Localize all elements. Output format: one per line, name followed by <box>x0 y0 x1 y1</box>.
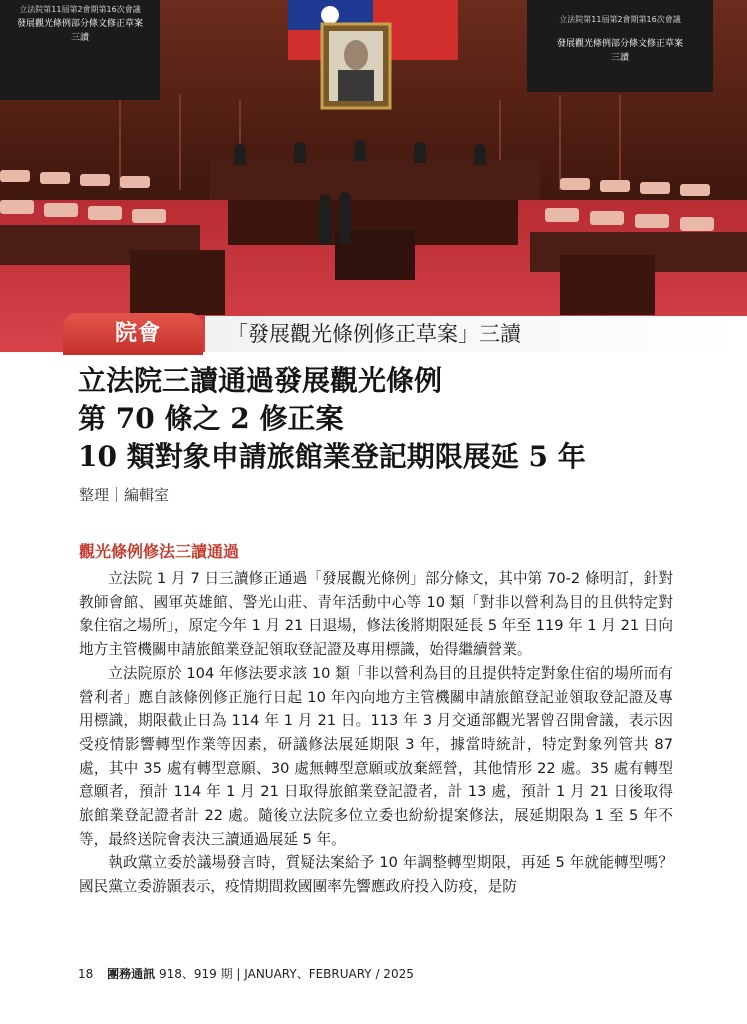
section-subheading: 觀光條例修法三讀通過 <box>79 542 240 561</box>
body-paragraph-1: 立法院 1 月 7 日三讀修正通過「發展觀光條例」部分條文，其中第 70-2 條明訂，針對教師會館、國軍英雄館、警光山莊、青年活動中心等 10 類「對非以營利為目的且供特定對象住宿之場所」，原定今年 1 月 21 日退場，修法後將期限延長 5 年至 119 年 1 月 21 日向地方主管機關申請旅館業登記領取登記證及專用標識，始得繼續營業。 <box>79 570 673 659</box>
right-screen-line-2: 發展觀光條例部分條文修正草案 <box>556 39 684 49</box>
left-screen-line-1: 立法院第11屆第2會期第16次會議 <box>19 5 141 14</box>
article-body <box>79 567 673 899</box>
right-screen-line-3: 三讀 <box>610 53 630 63</box>
left-screen-line-3: 三讀 <box>70 33 90 43</box>
body-paragraph-3: 執政黨立委於議場發言時，質疑法案給予 10 年調整轉型期限，再延 5 年就能轉型嗎？國民黨立委游顥表示，疫情期間救國團率先響應政府投入防疫，是防 <box>79 854 673 896</box>
page-footer <box>78 965 414 982</box>
section-tag: 院會 <box>63 313 203 355</box>
section-strip-title: 「發展觀光條例修正草案」三讀 <box>205 316 747 352</box>
left-screen-line-2: 發展觀光條例部分條文修正草案 <box>16 19 144 29</box>
page-number: 18 <box>78 967 94 981</box>
body-paragraph-2: 立法院原於 104 年修法要求該 10 類「非以營利為目的且提供特定對象住宿的場所而有營利者」應自該條例修正施行日起 10 年內向地方主管機關申請旅館登記並領取登記證及專用標識，期限截止日為 114 年 1 月 21 日。113 年 3 月交通部觀光署曾召開會議，表示因受疫情影響轉型作業等因素，研議修法展延期限 3 年，據當時統計，特定對象列管共 87 處，其中 35 處有轉型意願、30 處無轉型意願或放棄經營，其他情形 22 處。35 處有轉型意願者，預計 114 年 1 月 21 日取得旅館業登記證者，計 13 處，預計 1 月 21 日後取得旅館業登記證者計 22 處。隨後立法院多位立委也紛紛提案修法，展延期限為 1 至 5 年不等，最終送院會表決三讀通過展延 5 年。 <box>79 664 673 848</box>
article-headline <box>78 362 586 476</box>
hero-photo <box>0 0 747 352</box>
issue-date: JANUARY、FEBRUARY / 2025 <box>244 967 414 981</box>
issue-number: 918、919 期 <box>158 967 233 981</box>
headline-line-2: 第 70 條之 2 修正案 <box>78 402 344 435</box>
headline-line-1: 立法院三讀通過發展觀光條例 <box>78 364 443 397</box>
magazine-name: 團務通訊 <box>107 967 156 981</box>
right-screen-line-1: 立法院第11屆第2會期第16次會議 <box>559 15 681 24</box>
headline-line-3: 10 類對象申請旅館業登記期限展延 5 年 <box>78 440 586 473</box>
byline: 整理｜編輯室 <box>79 486 170 504</box>
footer-separator: | <box>236 967 241 981</box>
